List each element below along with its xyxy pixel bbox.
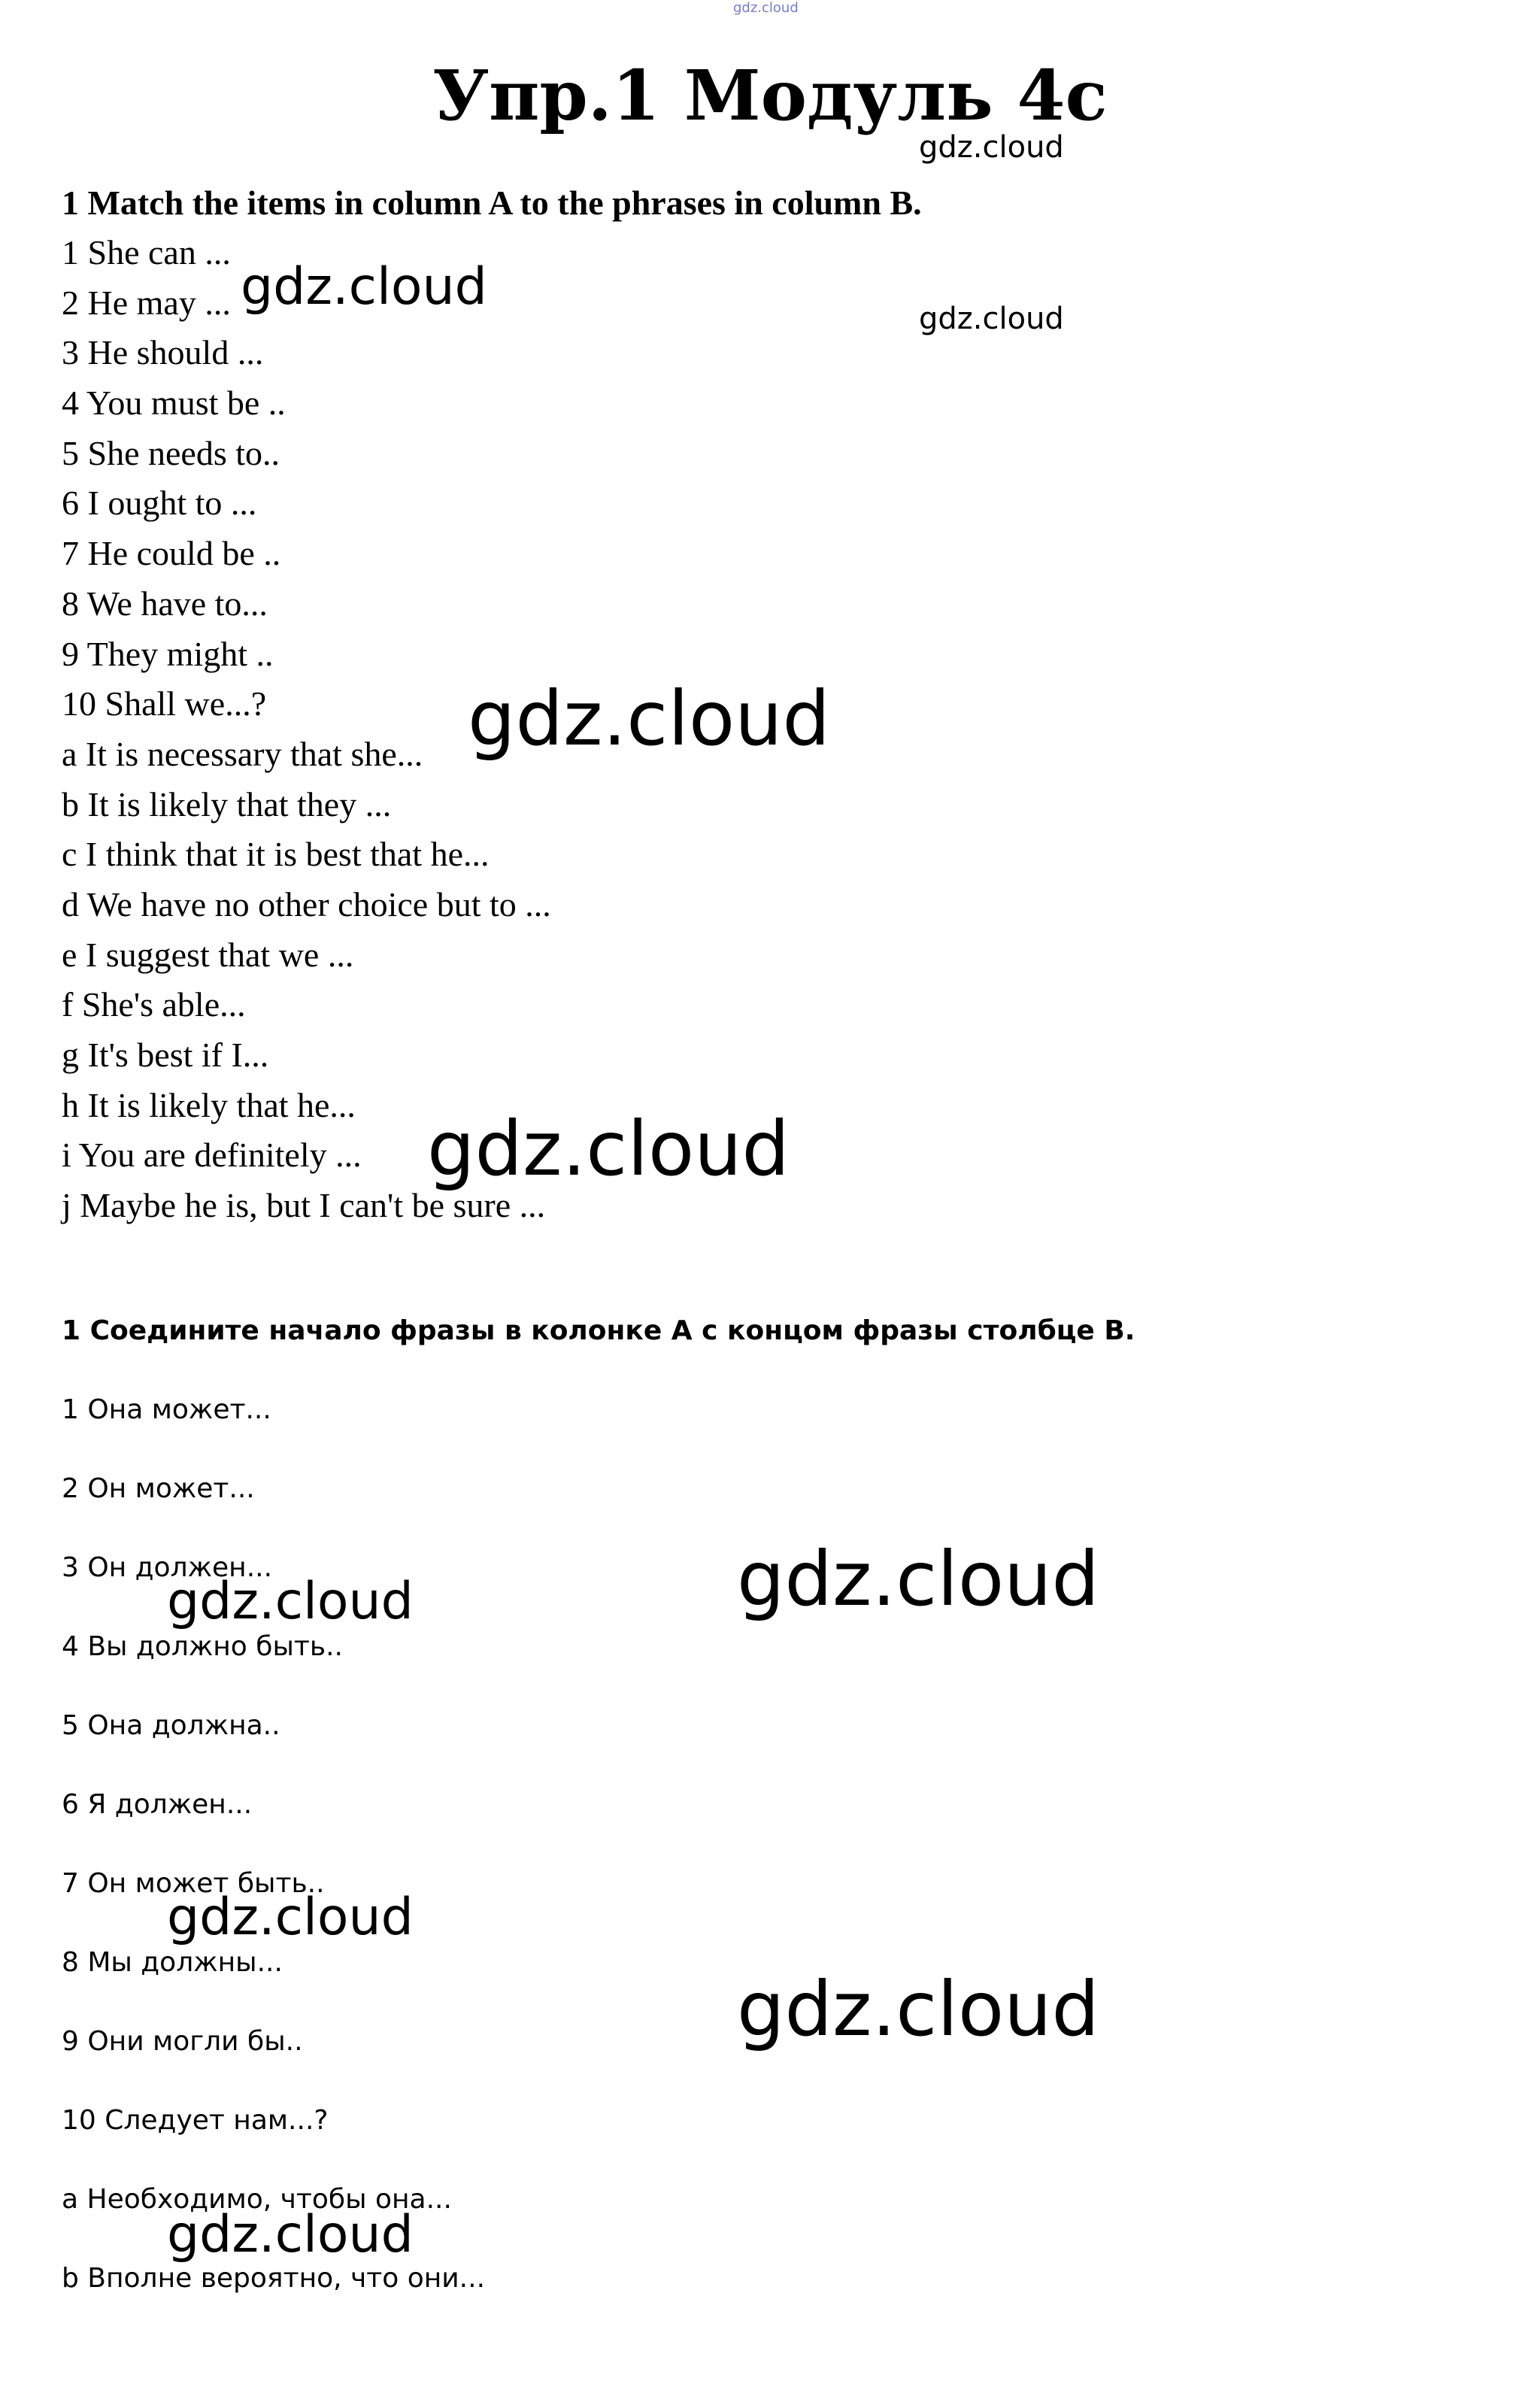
english-item: g It's best if I... xyxy=(62,1036,269,1074)
russian-item: 5 Она должна.. xyxy=(62,1710,280,1741)
watermark-top: gdz.cloud xyxy=(733,0,799,16)
watermark: gdz.cloud xyxy=(167,2205,414,2264)
english-item: j Maybe he is, but I can't be sure ... xyxy=(62,1186,546,1225)
english-item: c I think that it is best that he... xyxy=(62,835,490,874)
english-item: 4 You must be .. xyxy=(62,384,286,423)
watermark: gdz.cloud xyxy=(241,257,487,317)
english-item: i You are definitely ... xyxy=(62,1136,362,1175)
russian-item: 8 Мы должны... xyxy=(62,1947,283,1978)
russian-item: 6 Я должен... xyxy=(62,1789,253,1820)
english-item: 5 She needs to.. xyxy=(62,433,280,472)
russian-item: b Вполне вероятно, что они... xyxy=(62,2263,486,2294)
english-item: a It is necessary that she... xyxy=(62,734,423,773)
watermark: gdz.cloud xyxy=(919,302,1064,336)
russian-item: a Необходимо, чтобы она... xyxy=(62,2184,452,2215)
english-item: d We have no other choice but to ... xyxy=(62,884,551,924)
watermark: gdz.cloud xyxy=(737,1965,1100,2053)
page-title: Упр.1 Модуль 4с xyxy=(432,55,1108,136)
russian-item-list xyxy=(62,1391,485,2339)
watermark: gdz.cloud xyxy=(919,130,1064,165)
russian-item: 9 Они могли бы.. xyxy=(62,2026,303,2057)
english-item: f She's able... xyxy=(62,985,246,1024)
watermark: gdz.cloud xyxy=(167,1572,414,1631)
english-item: 8 We have to... xyxy=(62,584,268,623)
russian-item: 3 Он должен... xyxy=(62,1552,273,1583)
english-item: 1 She can ... xyxy=(62,233,231,271)
english-item: 2 He may ... xyxy=(62,283,231,322)
english-item: 10 Shall we...? xyxy=(62,684,267,723)
russian-item: 10 Следует нам...? xyxy=(62,2105,329,2136)
russian-item: 1 Она может... xyxy=(62,1394,271,1425)
english-item: 9 They might .. xyxy=(62,634,274,673)
watermark: gdz.cloud xyxy=(427,1105,790,1193)
russian-item: 7 Он может быть.. xyxy=(62,1868,325,1899)
watermark: gdz.cloud xyxy=(167,1888,414,1947)
russian-heading: 1 Соедините начало фразы в колонке А с концом фразы столбце В. xyxy=(62,1315,1135,1346)
russian-item: 4 Вы должно быть.. xyxy=(62,1631,343,1662)
watermark: gdz.cloud xyxy=(737,1535,1100,1623)
watermark: gdz.cloud xyxy=(468,675,831,763)
english-heading: 1 Match the items in column A to the phrases in column B. xyxy=(62,183,922,222)
english-item: e I suggest that we ... xyxy=(62,935,354,974)
russian-item: 2 Он может... xyxy=(62,1473,255,1504)
english-item: h It is likely that he... xyxy=(62,1085,356,1124)
english-item: 3 He should ... xyxy=(62,333,264,372)
english-item: 6 I ought to ... xyxy=(62,484,257,523)
english-item: 7 He could be .. xyxy=(62,534,281,573)
english-item: b It is likely that they ... xyxy=(62,784,392,823)
